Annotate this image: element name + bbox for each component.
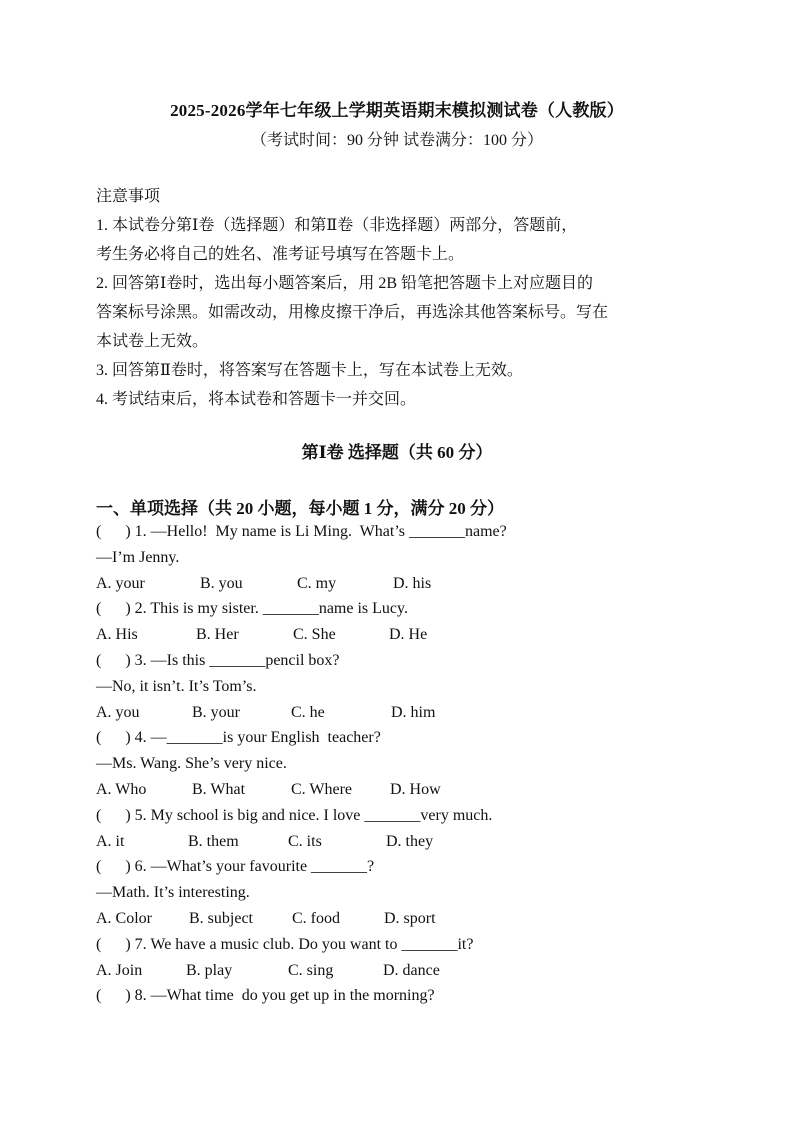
question-dialogue: —No, it isn’t. It’s Tom’s. <box>96 677 257 695</box>
option-c: C. food <box>292 909 340 927</box>
question-options <box>96 777 716 803</box>
notice-heading: 注意事项 <box>96 188 161 205</box>
question-dialogue: —I’m Jenny. <box>96 548 180 566</box>
exam-subtitle: （考试时间：90 分钟 试卷满分：100 分） <box>250 132 543 149</box>
question-options <box>96 700 716 726</box>
question-stem: ( ) 2. This is my sister. _______name is Lucy. <box>96 600 408 618</box>
notice-line: 1. 本试卷分第Ⅰ卷（选择题）和第Ⅱ卷（非选择题）两部分，答题前， <box>96 217 578 234</box>
option-d: D. He <box>389 626 428 644</box>
option-b: B. them <box>188 832 239 850</box>
option-b: B. subject <box>189 909 253 927</box>
option-a: A. Who <box>96 780 147 798</box>
option-d: D. dance <box>383 961 440 979</box>
option-a: A. your <box>96 574 145 592</box>
question-options <box>96 906 716 932</box>
option-c: C. sing <box>288 961 334 979</box>
notice-line: 4. 考试结束后，将本试卷和答题卡一并交回。 <box>96 391 417 408</box>
question-options <box>96 622 716 648</box>
option-a: A. Color <box>96 909 152 927</box>
notice-line: 本试卷上无效。 <box>96 333 209 350</box>
option-d: D. him <box>391 703 436 721</box>
option-c: C. its <box>288 832 322 850</box>
question-options <box>96 571 716 597</box>
option-a: A. you <box>96 703 140 721</box>
option-b: B. you <box>200 574 243 592</box>
notice-line: 2. 回答第Ⅰ卷时，选出每小题答案后，用 2B 铅笔把答题卡上对应题目的 <box>96 275 593 292</box>
notice-line: 答案标号涂黑。如需改动，用橡皮擦干净后，再选涂其他答案标号。写在 <box>96 304 609 321</box>
option-c: C. She <box>293 626 336 644</box>
notice-line: 3. 回答第Ⅱ卷时，将答案写在答题卡上，写在本试卷上无效。 <box>96 362 523 379</box>
question-options <box>96 829 716 855</box>
option-d: D. they <box>386 832 434 850</box>
option-b: B. Her <box>196 626 239 644</box>
question-stem: ( ) 1. —Hello! My name is Li Ming. What’s _______name? <box>96 523 507 540</box>
option-c: C. my <box>297 574 337 592</box>
question-stem: ( ) 7. We have a music club. Do you want to _______it? <box>96 935 474 953</box>
option-c: C. he <box>291 703 325 721</box>
question-stem: ( ) 5. My school is big and nice. I love _______very much. <box>96 806 493 824</box>
option-b: B. play <box>186 961 233 979</box>
option-b: B. What <box>192 780 246 798</box>
option-d: D. sport <box>384 909 436 927</box>
section-title: 第Ⅰ卷 选择题（共 60 分） <box>301 443 493 462</box>
exam-title: 2025-2026学年七年级上学期英语期末模拟测试卷（人教版） <box>170 101 624 120</box>
option-a: A. it <box>96 832 125 850</box>
option-a: A. His <box>96 626 138 644</box>
question-stem: ( ) 4. —_______is your English teacher? <box>96 729 381 747</box>
question-stem: ( ) 8. —What time do you get up in the morning? <box>96 987 435 1005</box>
option-d: D. How <box>390 780 441 798</box>
question-dialogue: —Math. It’s interesting. <box>96 884 250 902</box>
question-stem: ( ) 3. —Is this _______pencil box? <box>96 651 340 669</box>
question-dialogue: —Ms. Wang. She’s very nice. <box>96 755 287 773</box>
question-list <box>96 519 716 1009</box>
option-a: A. Join <box>96 961 143 979</box>
notice-section <box>96 182 706 414</box>
option-b: B. your <box>192 703 240 721</box>
notice-line: 考生务必将自己的姓名、准考证号填写在答题卡上。 <box>96 246 465 263</box>
part-title: 一、单项选择（共 20 小题，每小题 1 分，满分 20 分） <box>96 499 504 518</box>
option-c: C. Where <box>291 780 353 798</box>
option-d: D. his <box>393 574 432 592</box>
question-stem: ( ) 6. —What’s your favourite _______? <box>96 858 375 876</box>
question-options <box>96 958 716 984</box>
